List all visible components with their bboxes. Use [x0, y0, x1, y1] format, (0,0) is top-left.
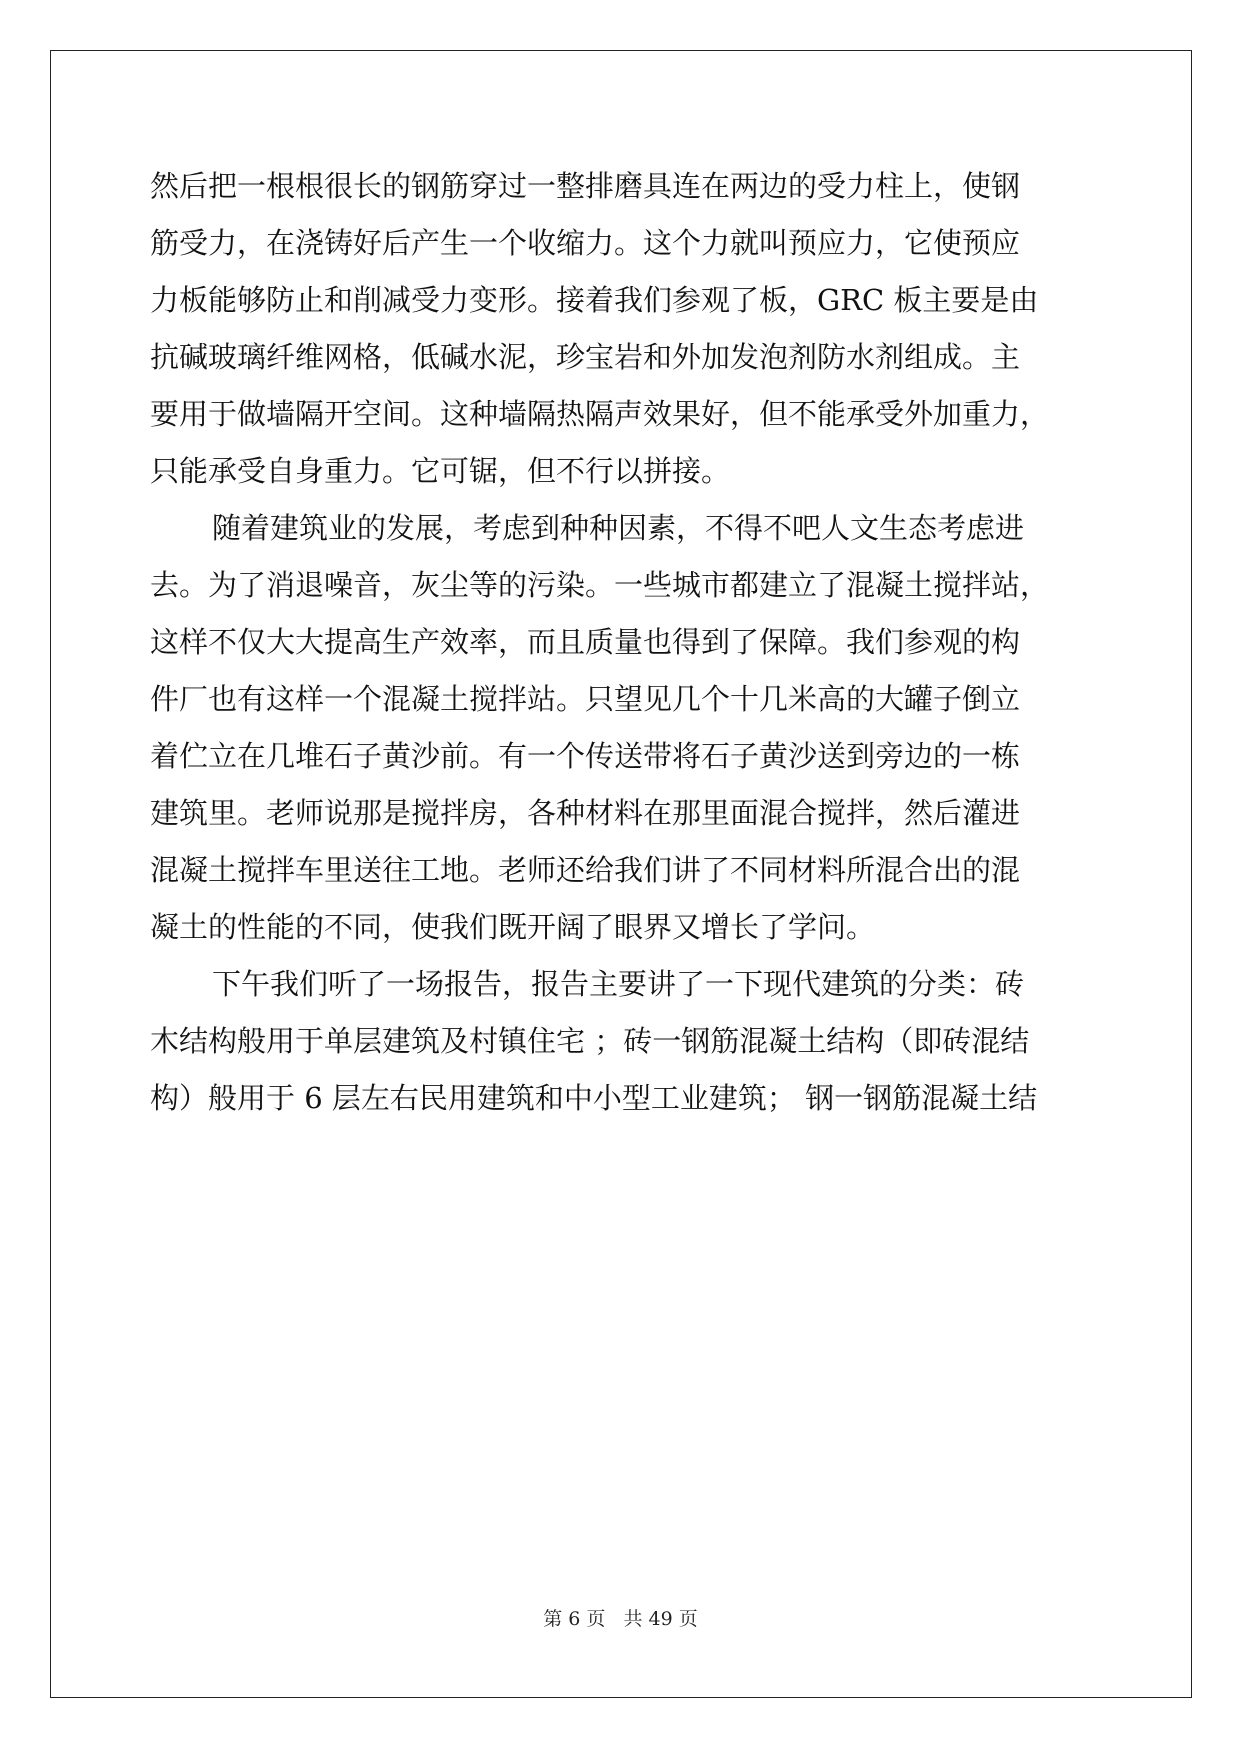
page-number: 第 6 页 [543, 1608, 606, 1630]
text-line: 下午我们听了一场报告，报告主要讲了一下现代建筑的分类：砖 [212, 967, 1025, 1001]
text-line: 这样不仅大大提高生产效率，而且质量也得到了保障。我们参观的构 [150, 625, 1021, 659]
text-line: 只能承受自身重力。它可锯，但不行以拼接。 [150, 454, 731, 488]
text-line: 木结构般用于单层建筑及村镇住宅 ；砖一钢筋混凝土结构（即砖混结 [150, 1024, 1030, 1058]
document-body [150, 158, 1086, 1127]
text-line: 随着建筑业的发展，考虑到种种因素，不得不吧人文生态考虑进 [212, 511, 1025, 545]
page-total: 共 49 页 [623, 1608, 698, 1630]
text-line: 建筑里。老师说那是搅拌房，各种材料在那里面混合搅拌，然后灌进 [150, 796, 1021, 830]
text-line: 要用于做墙隔开空间。这种墙隔热隔声效果好，但不能承受外加重力， [150, 397, 1050, 431]
text-line: 混凝土搅拌车里送往工地。老师还给我们讲了不同材料所混合出的混 [150, 853, 1021, 887]
text-line: 筋受力，在浇铸好后产生一个收缩力。这个力就叫预应力，它使预应 [150, 226, 1021, 260]
text-line: 然后把一根根很长的钢筋穿过一整排磨具连在两边的受力柱上，使钢 [150, 169, 1021, 203]
text-line: 着伫立在几堆石子黄沙前。有一个传送带将石子黄沙送到旁边的一栋 [150, 739, 1021, 773]
page-footer [0, 1604, 1241, 1631]
text-line: 件厂也有这样一个混凝土搅拌站。只望见几个十几米高的大罐子倒立 [150, 682, 1021, 716]
text-line: 去。为了消退噪音，灰尘等的污染。一些城市都建立了混凝土搅拌站， [150, 568, 1050, 602]
text-line: 抗碱玻璃纤维网格，低碱水泥，珍宝岩和外加发泡剂防水剂组成。主 [150, 340, 1021, 374]
text-line: 力板能够防止和削减受力变形。接着我们参观了板，GRC 板主要是由 [150, 283, 1039, 317]
text-line: 构）般用于 6 层左右民用建筑和中小型工业建筑； 钢一钢筋混凝土结 [150, 1081, 1038, 1115]
text-line: 凝土的性能的不同，使我们既开阔了眼界又增长了学问。 [150, 910, 876, 944]
